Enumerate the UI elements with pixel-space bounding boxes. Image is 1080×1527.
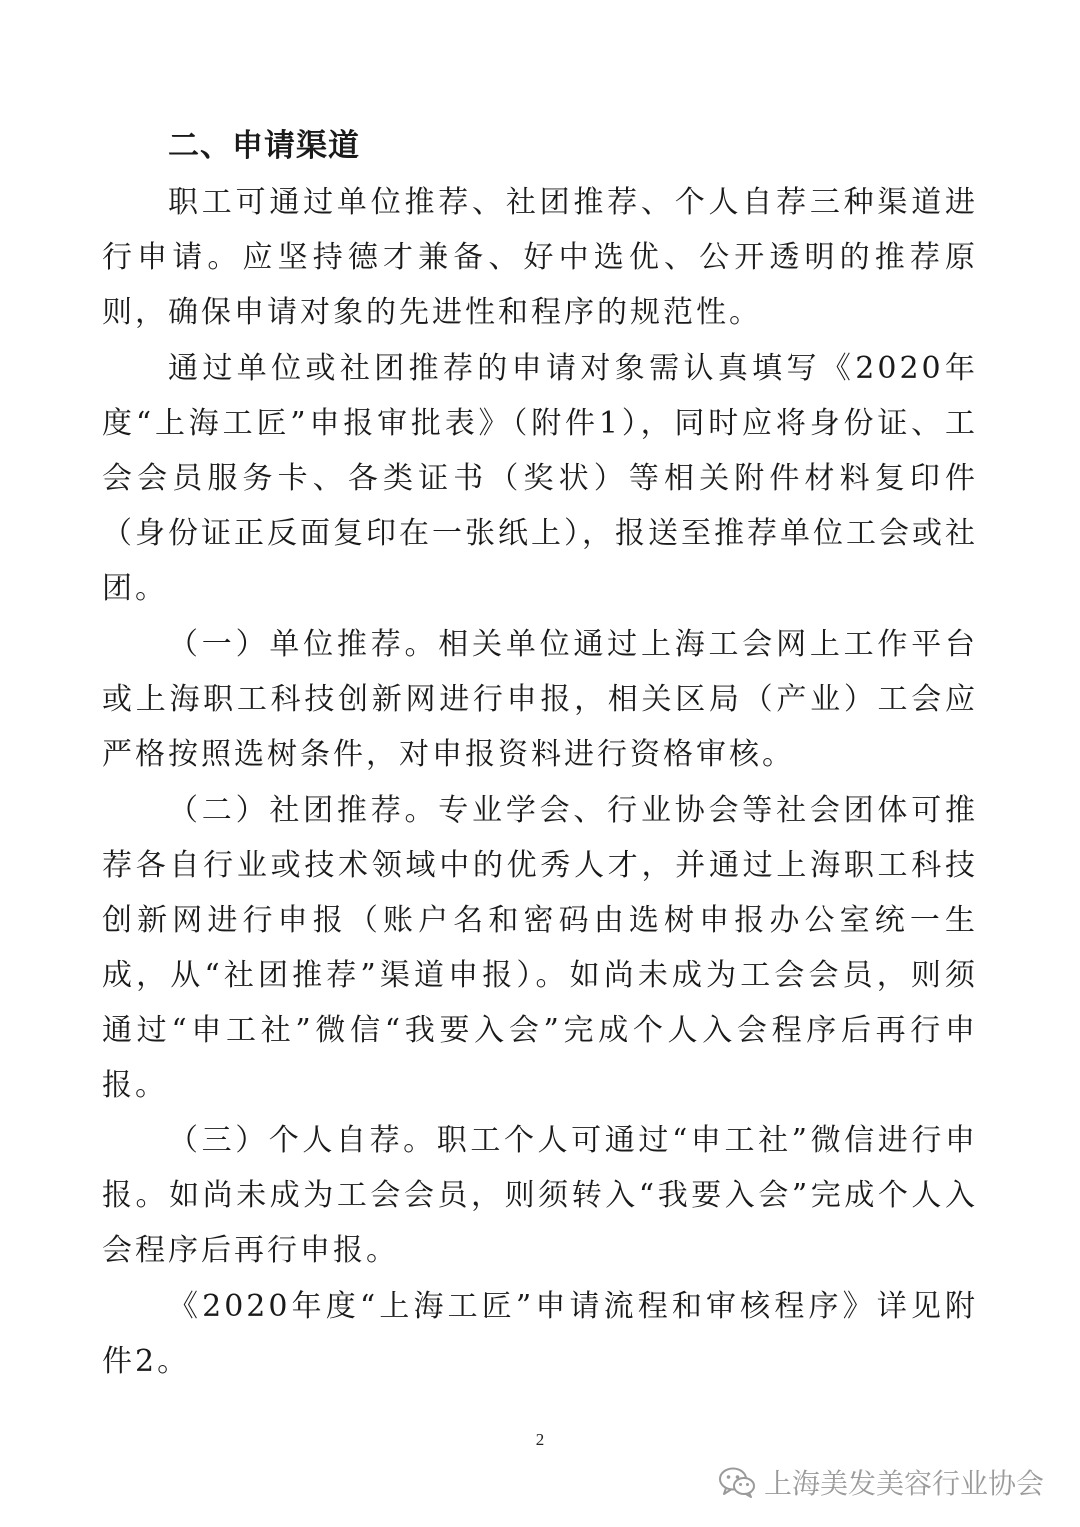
paragraph-unit-recommendation: （一）单位推荐。相关单位通过上海工会网上工作平台或上海职工科技创新网进行申报，相关区局（产业）工会应严格按照选树条件，对申报资料进行资格审核。	[102, 627, 978, 772]
wechat-icon	[718, 1466, 756, 1498]
watermark	[718, 1462, 1044, 1502]
paragraph-submission-materials: 通过单位或社团推荐的申请对象需认真填写《2020年度“上海工匠”申报审批表》（附件1），同时应将身份证、工会会员服务卡、各类证书（奖状）等相关附件材料复印件（身份证正反面复印在一张纸上），报送至推荐单位工会或社团。	[102, 351, 978, 606]
paragraph-society-recommendation: （二）社团推荐。专业学会、行业协会等社会团体可推荐各自行业或技术领域中的优秀人才，并通过上海职工科技创新网进行申报（账户名和密码由选树申报办公室统一生成，从“社团推荐”渠道申报）。如尚未成为工会会员，则须通过“申工社”微信“我要入会”完成个人入会程序后再行申报。	[102, 793, 978, 1103]
paragraph-channels-intro: 职工可通过单位推荐、社团推荐、个人自荐三种渠道进行申请。应坚持德才兼备、好中选优、公开透明的推荐原则，确保申请对象的先进性和程序的规范性。	[102, 185, 978, 330]
paragraph-self-recommendation: （三）个人自荐。职工个人可通过“申工社”微信进行申报。如尚未成为工会会员，则须转入“我要入会”完成个人入会程序后再行申报。	[102, 1123, 978, 1268]
watermark-text: 上海美发美容行业协会	[763, 1467, 1044, 1500]
section-heading: 二、申请渠道	[168, 128, 360, 164]
paragraph-see-attachment: 《2020年度“上海工匠”申请流程和审核程序》详见附件2。	[102, 1289, 978, 1379]
page-number: 2	[535, 1430, 545, 1449]
